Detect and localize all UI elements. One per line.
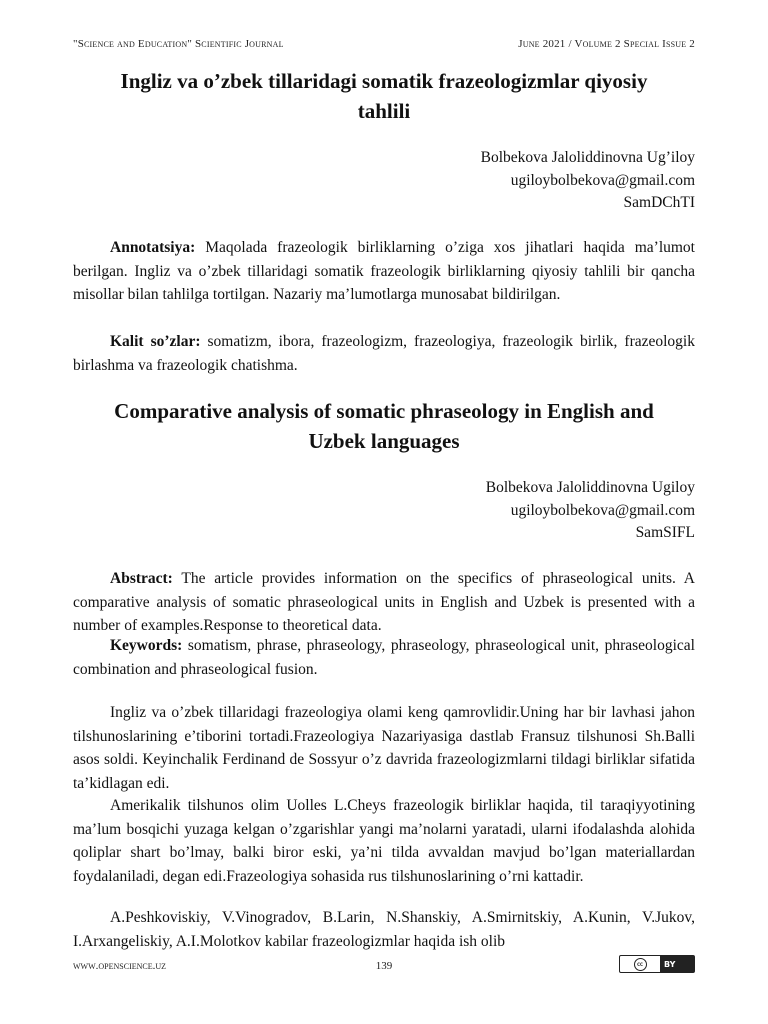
body-paragraph-2: Amerikalik tilshunos olim Uolles L.Cheys frazeologik birliklar haqida, til taraqiyyotining ma’lum bosqichi yuzaga kelgan o’zgarishlar yangi ma’nolarni yaratadi, ularni ifodalashda alohida qoliplar shart bo’lmay, balki biror eski, ya’ni tilda avvaldan mavjud bo’lgan materiallardan foydalaniladi, degan edi.Frazeologiya sohasida rus tilshunoslarining o’rni kattadir. (73, 797, 695, 885)
uz-abstract (73, 236, 695, 307)
en-author-block (486, 477, 695, 545)
uz-title (73, 66, 695, 126)
en-title (73, 396, 695, 456)
issue-info: June 2021 / Volume 2 Special Issue 2 (518, 38, 695, 50)
en-keywords-label: Keywords: (110, 637, 183, 654)
uz-abstract-label: Annotatsiya: (110, 239, 196, 256)
en-abstract (73, 567, 695, 638)
license-by-label: BY (660, 956, 694, 972)
en-author-affiliation: SamSIFL (635, 524, 695, 541)
uz-keywords (73, 330, 695, 377)
creative-commons-icon: cc (634, 958, 647, 971)
en-title-line1: Comparative analysis of somatic phraseology in English and (114, 399, 654, 423)
cc-by-license-badge[interactable] (619, 955, 695, 973)
running-header (73, 38, 695, 50)
uz-author-email: ugiloybolbekova@gmail.com (510, 171, 695, 189)
uz-author-block (481, 147, 695, 215)
page-number: 139 (375, 960, 393, 972)
uz-title-line2: tahlili (357, 99, 411, 123)
en-keywords (73, 634, 695, 681)
uz-author-affiliation: SamDChTI (623, 194, 695, 211)
body-paragraph-3: A.Peshkoviskiy, V.Vinogradov, B.Larin, N.Shanskiy, A.Smirnitskiy, A.Kunin, V.Jukov, I.Arxangeliskiy, A.I.Molotkov kabilar frazeologizmlar haqida ish olib (73, 909, 695, 950)
en-title-line2: Uzbek languages (308, 429, 460, 453)
uz-keywords-label: Kalit so’zlar: (110, 333, 201, 350)
body-paragraph-1: Ingliz va o’zbek tillaridagi frazeologiya olami keng qamrovlidir.Uning har bir lavhasi jahon tilshunoslarining e’tiborini tortadi.Frazeologiya Nazariyasiga dastlab Fransuz tilshunosi Sh.Balli asos soldi. Keyinchalik Ferdinand de Sossyur o’z davrida frazeologizmlarni tildagi birliklar sifatida ta’kidlagan edi. (73, 704, 695, 792)
uz-title-line1: Ingliz va o’zbek tillaridagi somatik frazeologizmlar qiyosiy (120, 69, 648, 93)
en-abstract-label: Abstract: (110, 570, 173, 587)
journal-name: "Science and Education" Scientific Journal (73, 38, 284, 50)
en-author-email: ugiloybolbekova@gmail.com (510, 501, 695, 519)
en-keywords-text: somatism, phrase, phraseology, phraseology, phraseological unit, phraseological combination and phraseological fusion. (73, 637, 695, 678)
footer-site-link[interactable]: www.openscience.uz (73, 960, 167, 972)
en-author-name: Bolbekova Jaloliddinovna Ugiloy (485, 479, 695, 496)
uz-keywords-text: somatizm, ibora, frazeologizm, frazeologiya, frazeologik birlik, frazeologik birlashma va frazeologik chatishma. (73, 333, 695, 374)
en-abstract-text: The article provides information on the specifics of phraseological units. A comparative analysis of somatic phraseological units in English and Uzbek is presented with a number of examples.Response to theoretical data. (73, 570, 695, 634)
uz-abstract-text: Maqolada frazeologik birliklarning o’ziga xos jihatlari haqida ma’lumot berilgan. Ingliz va o’zbek tillaridagi somatik frazeologik birliklarning qiyosiy tahlili bir qancha misollar bilan tahlilga tortilgan. Nazariy ma’lumotlarga munosabat bildirilgan. (73, 239, 695, 303)
uz-author-name: Bolbekova Jaloliddinovna Ug’iloy (480, 149, 695, 166)
